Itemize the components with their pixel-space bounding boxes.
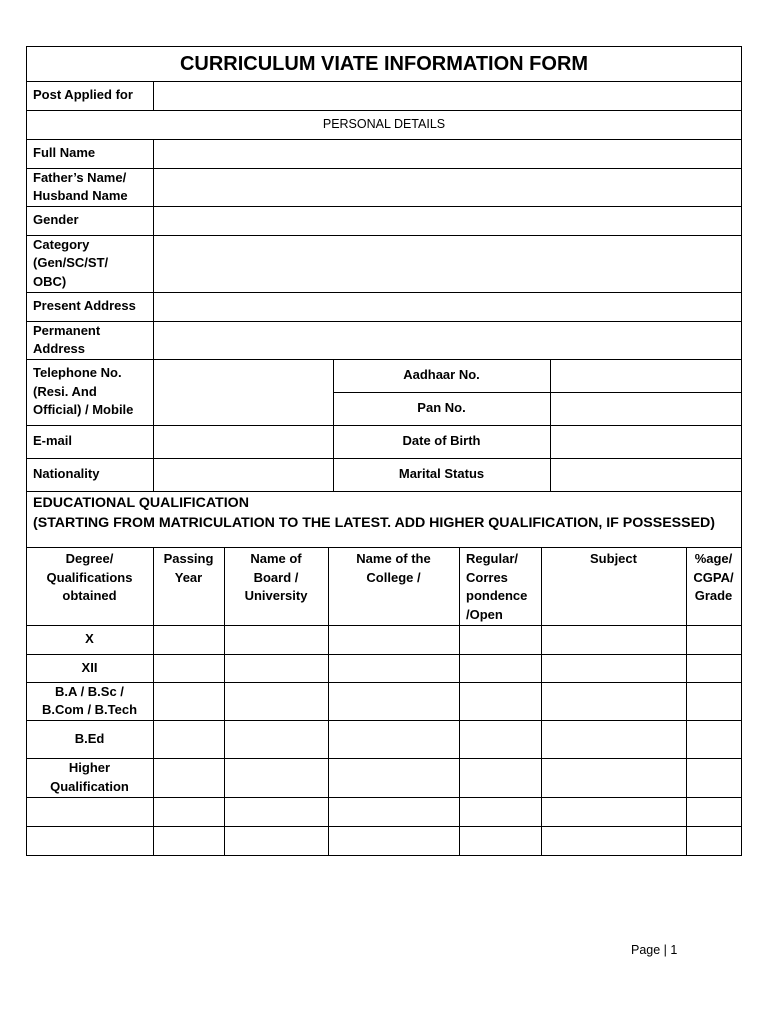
gender-field[interactable] [154,207,741,235]
marital-status-label: Marital Status [398,466,485,482]
edu-cell-college[interactable] [329,798,459,826]
edu-cell-college[interactable] [329,759,459,797]
edu-cell-mode[interactable] [460,655,541,682]
edu-cell-mode[interactable] [460,626,541,654]
category-field[interactable] [154,236,741,292]
edu-cell-grade[interactable] [687,721,741,758]
post-applied-label: Post Applied for [33,87,133,103]
edu-cell-grade[interactable] [687,683,741,720]
edu-cell-board-university[interactable] [225,626,328,654]
edu-cell-mode[interactable] [460,759,541,797]
edu-cell-passing-year[interactable] [154,683,224,720]
edu-cell-board-university[interactable] [225,683,328,720]
edu-cell-board-university[interactable] [225,721,328,758]
pan-field[interactable] [551,393,741,425]
education-heading-title: EDUCATIONAL QUALIFICATION [33,495,249,511]
col-grade: %age/ CGPA/ Grade [693,551,734,603]
edu-cell-grade[interactable] [687,759,741,797]
email-field[interactable] [154,426,333,458]
edu-cell-mode[interactable] [460,721,541,758]
form-title: CURRICULUM VIATE INFORMATION FORM [179,52,589,75]
edu-cell-passing-year[interactable] [154,798,224,826]
dob-field[interactable] [551,426,741,458]
pan-label: Pan No. [417,400,466,416]
edu-cell-grade[interactable] [687,827,741,855]
col-degree: Degree/ Qualifications obtained [46,551,133,603]
father-husband-name-label: Father’s Name/ Husband Name [33,169,128,203]
edu-cell-subject[interactable] [542,721,686,758]
education-heading [26,491,742,547]
aadhaar-label: Aadhaar No. [403,367,480,383]
edu-row-x: X [85,631,94,647]
edu-cell-board-university[interactable] [225,655,328,682]
edu-cell-subject[interactable] [542,798,686,826]
edu-cell-mode[interactable] [460,683,541,720]
edu-cell-mode[interactable] [460,827,541,855]
edu-cell-passing-year[interactable] [154,626,224,654]
edu-row-graduation: B.A / B.Sc / B.Com / B.Tech [41,683,138,717]
nationality-field[interactable] [154,459,333,491]
edu-cell-grade[interactable] [687,655,741,682]
category-label: Category (Gen/SC/ST/ OBC) [33,236,109,289]
edu-cell-college[interactable] [329,721,459,758]
col-college: Name of the College / [356,551,431,585]
edu-cell-subject[interactable] [542,683,686,720]
col-board-university: Name of Board / University [244,551,308,603]
edu-cell-board-university[interactable] [225,798,328,826]
edu-cell-passing-year[interactable] [154,655,224,682]
gender-label: Gender [33,212,79,228]
col-mode: Regular/ Corres pondence /Open [466,551,528,622]
edu-cell-subject[interactable] [542,827,686,855]
permanent-address-field[interactable] [154,322,741,359]
edu-cell-subject[interactable] [542,655,686,682]
edu-cell-passing-year[interactable] [154,721,224,758]
edu-cell-college[interactable] [329,626,459,654]
edu-row-bed: B.Ed [74,730,105,746]
edu-row-blank-2[interactable] [26,826,153,855]
edu-cell-board-university[interactable] [225,827,328,855]
edu-cell-board-university[interactable] [225,759,328,797]
page-number: Page | 1 [631,943,678,957]
edu-cell-passing-year[interactable] [154,827,224,855]
full-name-field[interactable] [154,140,741,168]
edu-cell-subject[interactable] [542,626,686,654]
edu-cell-passing-year[interactable] [154,759,224,797]
email-label: E-mail [33,433,73,449]
col-passing-year: Passing Year [163,551,214,585]
marital-status-field[interactable] [551,459,741,491]
personal-details-heading: PERSONAL DETAILS [322,117,446,132]
edu-row-xii: XII [81,659,98,675]
edu-row-higher: Higher Qualification [50,760,129,794]
present-address-label: Present Address [33,298,136,314]
edu-cell-grade[interactable] [687,798,741,826]
full-name-label: Full Name [33,145,96,161]
post-applied-field[interactable] [154,82,741,110]
nationality-label: Nationality [33,466,100,482]
col-subject: Subject [590,551,637,566]
edu-row-blank-1[interactable] [26,797,153,826]
telephone-field[interactable] [154,360,333,425]
telephone-label: Telephone No. (Resi. And Official) / Mobile [33,365,134,418]
permanent-address-label: Permanent Address [33,322,101,356]
present-address-field[interactable] [154,293,741,321]
education-heading-note: (STARTING FROM MATRICULATION TO THE LATEST. ADD HIGHER QUALIFICATION, IF POSSESSED) [33,515,716,531]
edu-cell-college[interactable] [329,827,459,855]
aadhaar-field[interactable] [551,360,741,392]
edu-cell-subject[interactable] [542,759,686,797]
edu-cell-mode[interactable] [460,798,541,826]
edu-cell-grade[interactable] [687,626,741,654]
father-husband-name-field[interactable] [154,169,741,206]
edu-cell-college[interactable] [329,683,459,720]
edu-cell-college[interactable] [329,655,459,682]
dob-label: Date of Birth [402,433,481,449]
